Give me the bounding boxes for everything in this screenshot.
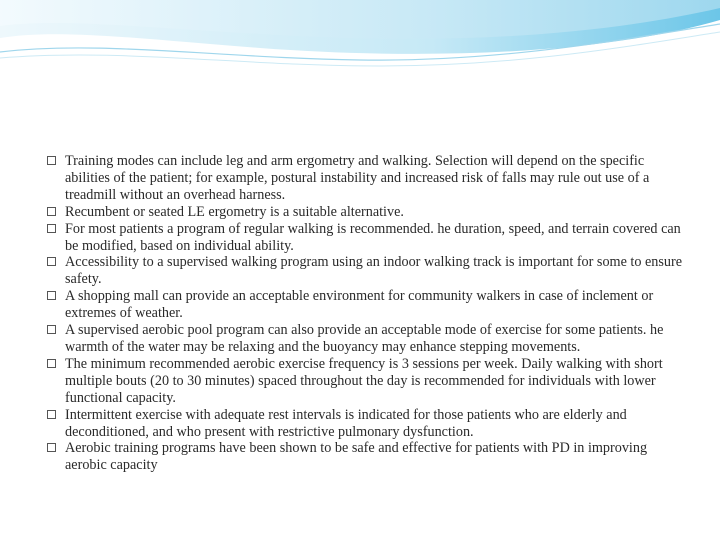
bullet-list <box>47 153 687 474</box>
bullet-box-icon <box>47 207 56 216</box>
bullet-box-icon <box>47 156 56 165</box>
bullet-box-icon <box>47 291 56 300</box>
bullet-box-icon <box>47 325 56 334</box>
list-item: Recumbent or seated LE ergometry is a suitable alternative. <box>47 204 687 221</box>
list-item: Accessibility to a supervised walking program using an indoor walking track is important for some to ensure safety. <box>47 254 687 288</box>
list-item: Intermittent exercise with adequate rest intervals is indicated for those patients who are elderly and deconditioned, and who present with restrictive pulmonary dysfunction. <box>47 407 687 441</box>
list-item: Aerobic training programs have been shown to be safe and effective for patients with PD in improving aerobic capacity <box>47 440 687 474</box>
bullet-box-icon <box>47 257 56 266</box>
bullet-box-icon <box>47 443 56 452</box>
list-item: The minimum recommended aerobic exercise frequency is 3 sessions per week. Daily walking with short multiple bouts (20 to 30 minutes) spaced throughout the day is recommended for individuals with lower functional capacity. <box>47 356 687 407</box>
list-item: A shopping mall can provide an acceptable environment for community walkers in case of inclement or extremes of weather. <box>47 288 687 322</box>
header-wave-banner <box>0 0 720 70</box>
bullet-box-icon <box>47 359 56 368</box>
list-item: Training modes can include leg and arm ergometry and walking. Selection will depend on the specific abilities of the patient; for example, postural instability and increased risk of falls may rule out use of a treadmill without an overhead harness. <box>47 153 687 204</box>
bullet-box-icon <box>47 410 56 419</box>
list-item: For most patients a program of regular walking is recommended. he duration, speed, and terrain covered can be modified, based on individual ability. <box>47 221 687 255</box>
list-item: A supervised aerobic pool program can also provide an acceptable mode of exercise for some patients. he warmth of the water may be relaxing and the buoyancy may enhance stepping movements. <box>47 322 687 356</box>
bullet-box-icon <box>47 224 56 233</box>
